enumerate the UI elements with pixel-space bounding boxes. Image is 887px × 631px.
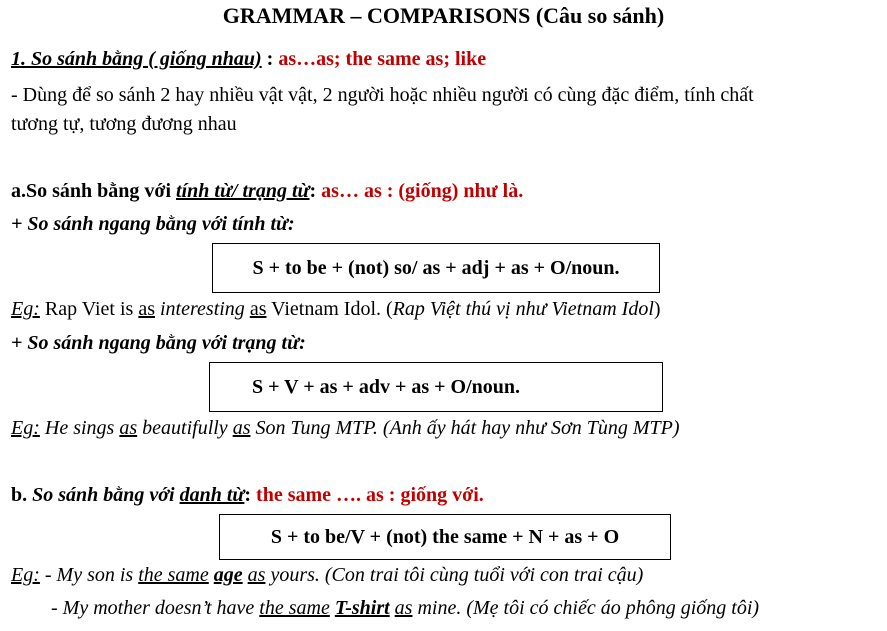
adv-example-as2: as	[232, 417, 251, 439]
adj-formula-box	[212, 243, 660, 293]
adj-example	[11, 297, 661, 321]
noun-example2-noun: T-shirt	[334, 597, 390, 619]
part-a-prefix: a.So sánh bằng với	[11, 180, 177, 202]
adv-example-text3: Son Tung MTP. (Anh ấy hát hay như Sơn Tùng MTP)	[250, 417, 680, 439]
adj-comparison-heading: + So sánh ngang bằng với tính từ:	[11, 213, 295, 235]
noun-example2-text1: - My mother doesn’t have	[51, 597, 260, 619]
adv-formula: S + V + as + adv + as + O/noun.	[252, 376, 520, 398]
noun-formula: S + to be/V + (not) the same + N + as + O	[270, 526, 620, 548]
adj-example-translation: Rap Việt thú vị như Vietnam Idol	[392, 298, 654, 320]
noun-example1-text1: - My son is	[39, 564, 139, 586]
part-b-heading	[11, 483, 484, 507]
section1-description-line2: tương tự, tương đương nhau	[11, 113, 237, 135]
adj-example-as2: as	[249, 298, 267, 320]
adj-example-text2: Vietnam Idol. (	[266, 298, 393, 320]
noun-example2-as: as	[394, 597, 413, 619]
part-b-heading-text: So sánh bằng với	[32, 484, 180, 506]
noun-example1-noun: age	[213, 564, 243, 586]
part-b-colon: :	[244, 484, 257, 506]
adj-example-adjective: interesting	[160, 298, 245, 320]
adv-formula-box	[209, 362, 663, 412]
section1-colon: :	[261, 48, 279, 70]
part-a-meaning: as… as : (giống) như là.	[321, 180, 524, 202]
part-a-heading	[11, 179, 523, 203]
part-b-prefix: b.	[11, 484, 33, 506]
adj-formula: S + to be + (not) so/ as + adj + as + O/noun.	[252, 257, 620, 279]
part-b-topic: danh từ	[179, 484, 245, 506]
page-title: GRAMMAR – COMPARISONS (Câu so sánh)	[222, 3, 665, 28]
noun-example1-as: as	[247, 564, 266, 586]
adj-example-as1: as	[138, 298, 155, 320]
adj-example-text3: )	[653, 298, 661, 320]
adv-example-as1: as	[119, 417, 138, 439]
adj-example-eg: Eg:	[11, 298, 40, 320]
part-a-colon: :	[309, 180, 322, 202]
section1-heading: 1. So sánh bằng ( giống nhau)	[11, 48, 262, 70]
noun-example2-text2: mine. (Mẹ tôi có chiếc áo phông giống tôi)	[412, 597, 760, 619]
noun-formula-box	[219, 514, 671, 560]
adj-example-text: Rap Viet is	[39, 298, 139, 320]
section1-description-line1: - Dùng để so sánh 2 hay nhiều vật vật, 2 người hoặc nhiều người có cùng đặc điểm, tính chất	[11, 84, 754, 106]
noun-example1-same: the same	[138, 564, 209, 586]
adv-example-text2: beautifully	[137, 417, 233, 439]
adv-example-eg: Eg:	[11, 417, 40, 439]
noun-example-2	[51, 596, 759, 620]
noun-example2-same: the same	[259, 597, 330, 619]
noun-example1-text2: yours. (Con trai tôi cùng tuổi với con trai cậu)	[265, 564, 644, 586]
adv-example-text1: He sings	[39, 417, 120, 439]
noun-example-1	[11, 563, 643, 587]
adv-example	[11, 416, 679, 440]
noun-example-eg: Eg:	[11, 564, 40, 586]
section1-heading-line	[11, 47, 486, 71]
adv-comparison-heading: + So sánh ngang bằng với trạng từ:	[11, 332, 306, 354]
part-b-meaning: the same …. as : giống với.	[256, 484, 484, 506]
part-a-topic: tính từ/ trạng từ	[176, 180, 310, 202]
section1-forms: as…as; the same as; like	[278, 48, 487, 70]
